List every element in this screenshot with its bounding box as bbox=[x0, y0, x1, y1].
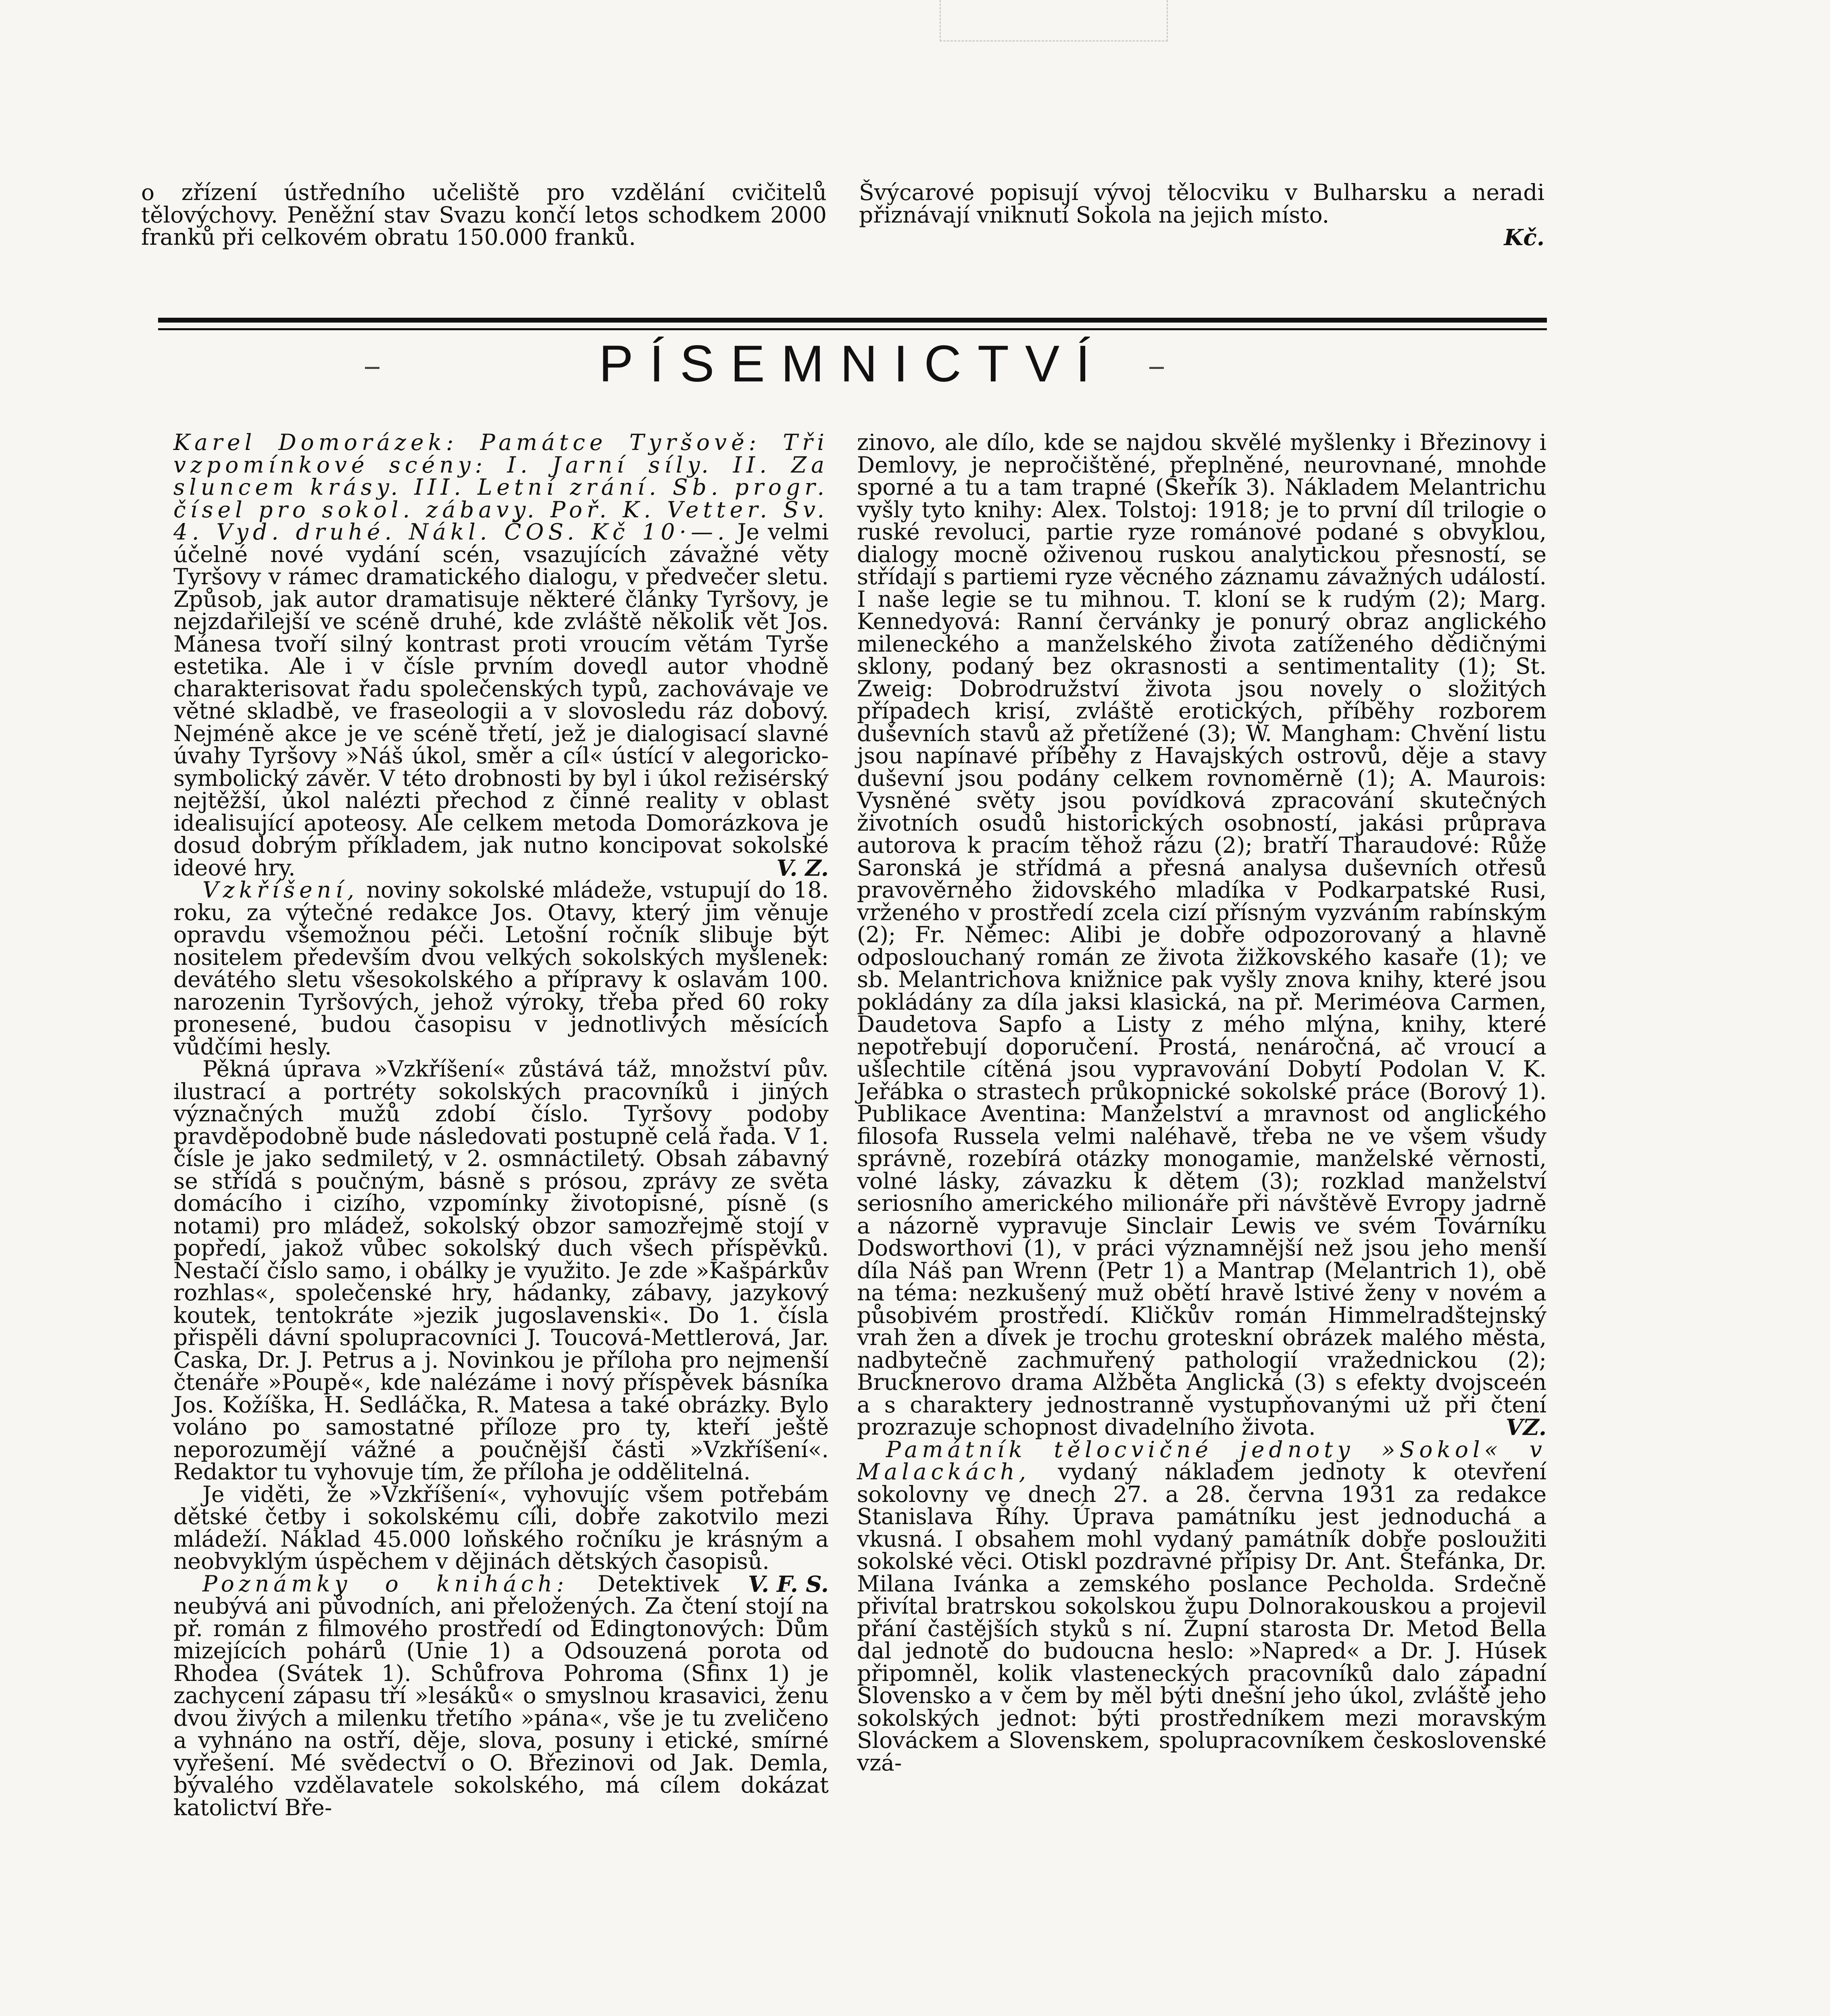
review-domorazek bbox=[173, 431, 829, 879]
review-vzkriseni bbox=[173, 879, 829, 1058]
review-pamatnik-heading: Památník tělocvičné jednoty »Sokol« v Malackách, bbox=[857, 1436, 1547, 1485]
review-domorazek-body: Je velmi účelné nové vydání scén, vsazujících závažné věty Tyršovy v rámec dramatického dialogu, v předvečer sletu. Způsob, jak autor dramatisuje některé články Tyršovy, je nejzdařilejší ve scéně druhé, kde zvláště několik vět Jos. Mánesa tvoří silný kontrast proti vroucím větám Tyrše estetika. Ale i v čísle prvním dovedl autor vhodně charakterisovat řadu společenských typů, zachovávaje ve větné skladbě, ve fraseologii a v slovosledu ráz dobový. Nejméně akce je ve scéně třetí, jež je dialogisací slavné úvahy Tyršovy »Náš úkol, směr a cíl« ústící v alegoricko-symbolický závěr. V této drobnosti by byl i úkol režisérský nejtěžší, úkol nalézti přechod z činné reality v oblast idealisující apoteosy. Ale celkem metoda Domorázkova je dosud dobrým příkladem, jak nutno koncipovat sokolské ideové hry. bbox=[173, 519, 829, 881]
review-vzkriseni-heading: Vzkříšení, bbox=[202, 877, 359, 903]
right-column bbox=[857, 431, 1547, 1774]
review-domorazek-signature: V. Z. bbox=[776, 854, 829, 881]
top-right-paragraph bbox=[859, 179, 1544, 250]
review-vzkriseni-p1: noviny sokolské mládeže, vstupují do 18. roku, za výtečné redakce Jos. Otavy, který jim věnuje opravdu všemožnou péči. Letošní ročník slibuje být nositelem především dvou velkých sokolských myšlenek: devátého sletu všesokolského a přípravy k oslavám 100. narozenin Tyršových, jehož výroky, třeba před 60 roky pronesené, budou časopisu v jednotlivých měsících vůdčími hesly. bbox=[173, 877, 829, 1060]
review-poznamky-continued bbox=[857, 431, 1547, 1439]
review-poznamky bbox=[173, 1570, 829, 1820]
left-column bbox=[173, 431, 829, 1819]
review-poznamky-heading: Poznámky o knihách: bbox=[202, 1570, 569, 1597]
top-left-paragraph: o zřízení ústředního učeliště pro vzdělání cvičitelů tělovýchovy. Peněžní stav Svazu končí letos schodkem 2000 franků při celkovém obratu 150.000 franků. bbox=[141, 179, 827, 250]
section-title: PÍSEMNICTVÍ bbox=[599, 335, 1106, 393]
top-left-column bbox=[141, 181, 827, 249]
top-right-signature: Kč. bbox=[1504, 224, 1544, 250]
review-pamatnik bbox=[857, 1436, 1547, 1776]
review-vzkriseni-signature: V. F. S. bbox=[748, 1570, 829, 1597]
top-right-column bbox=[859, 181, 1544, 249]
section-rule-thin bbox=[158, 328, 1547, 330]
review-poznamky-signature: VZ. bbox=[1505, 1414, 1547, 1440]
review-poznamky-body-left: Detektivek neubývá ani původních, ani přeložených. Za čtení stojí na př. román z filmového prostředí od Edingtonových: Dům mizejících pohárů (Unie 1) a Odsouzená porota od Rhodea (Svátek 1). Schůfrova Pohroma (Sfinx 1) je zachycení zápasu tří »lesáků« o smyslnou krasavici, ženu dvou živých a milenku třetího »pána«, vše je tu zveličeno a vyhnáno na ostří, děje, slova, posuny i etické, smírné vyřešení. Mé svědectví o O. Březinovi od Jak. Demla, bývalého vzdělavatele sokolského, má cílem dokázat katolictví Bře- bbox=[173, 1570, 829, 1820]
review-poznamky-body-right: zinovo, ale dílo, kde se najdou skvělé myšlenky i Březinovy i Demlovy, je nepročištěné, přeplněné, neurovnané, mnohde sporné a tu a tam trapné (Skeřík 3). Nákladem Melantrichu vyšly tyto knihy: Alex. Tolstoj: 1918; je to první díl trilogie o ruské revoluci, partie ryze románové podané s obvyklou, dialogy mocně oživenou ruskou analytickou přesností, se střídají s partiemi ryze věcného záznamu závažných událostí. I naše legie se tu mihnou. T. kloní se k rudým (2); Marg. Kennedyová: Ranní červánky je ponurý obraz anglického mileneckého a manželského života zatíženého dědičnými sklony, podaný bez okrasnosti a sentimentality (1); St. Zweig: Dobrodružství života jsou novely o složitých případech krisí, zvláště erotických, příběhy rozborem duševních stavů až přetížené (3); W. Mangham: Chvění listu jsou napínavé příběhy z Havajských ostrovů, děje a stavy duševní jsou podány celkem rovnoměrně (1); A. Maurois: Vysněné světy jsou povídková zpracování skutečných životních osudů historických osobností, jakási průprava autorova k pracím těhož rázu (2); bratří Tharaudové: Růže Saronská je střídmá a přesná analysa duševních otřesů pravověrného židovského mladíka v Podkarpatské Rusi, vrženého v prostředí zcela cizí přísným vyzváním rabínským (2); Fr. Němec: Alibi je dobře odpozorovaný a hlavně odposlouchaný román ze života žižkovského kasaře (1); ve sb. Melantrichova knižnice pak vyšly znova knihy, které jsou pokládány za díla jaksi klasická, na př. Meriméova Carmen, Daudetova Sapfo a Listy z mého mlýna, knihy, které nepotřebují doporučení. Prostá, nenáročná, ač vroucí a ušlechtile cítěná jsou vypravování Dobytí Podolan V. K. Jeřábka o strastech průkopnické sokolské práce (Borový 1). Publikace Aventina: Manželství a mravnost od anglického filosofa Russela velmi naléhavě, třeba ne ve všem všudy správně, rozebírá otázky monogamie, manželské věrnosti, volné lásky, závazku k dětem (3); rozklad manželství seriosního amerického milionáře při návštěvě Evropy jadrně a názorně vypravuje Sinclair Lewis ve svém Továrníku Dodsworthovi (1), v práci významnější než jsou jeho menší díla Náš pan Wrenn (Petr 1) a Mantrap (Melantrich 1), obě na téma: nezkušený muž obětí hravě lstivé ženy v novém a působivém prostředí. Kličkův román Himmelradštejnský vrah žen a dívek je trochu groteskní obrázek malého města, nadbytečně zachmuřený pathologií vražednickou (2); Brucknerovo drama Alžběta Anglická (3) s efekty dvojsceén a s charaktery jednostranně vystupňovanými už při čtení prozrazuje schopnost divadelního života. bbox=[857, 429, 1547, 1440]
section-rule-thick bbox=[158, 318, 1547, 323]
review-pamatnik-body: vydaný nákladem jednoty k otevření sokolovny ve dnech 27. a 28. června 1931 za redakce Stanislava Říhy. Úprava památníku jest jednoduchá a vkusná. I obsahem mohl vydaný památník dobře posloužiti sokolské věci. Otiskl pozdravné přípisy Dr. Ant. Štefánka, Dr. Milana Ivánka a zemského poslance Pecholda. Srdečně přivítal bratrskou sokolskou župu Dolnorakouskou a projevil přání častějších styků s ní. Župní starosta Dr. Metod Bella dal jednotě do budoucna heslo: »Napred« a Dr. J. Húsek připomněl, kolik vlasteneckých pracovníků dalo západní Slovensko a v čem by měl býti dnešní jeho úkol, zvláště jeho sokolských jednot: býti prostředníkem mezi moravským Slováckem a Slovenskem, spolupracovníkem československé vzá- bbox=[857, 1459, 1547, 1776]
top-right-text: Švýcarové popisují vývoj tělocviku v Bulharsku a neradi přiznávají vniknutí Sokola na jejich místo. bbox=[859, 179, 1544, 228]
review-vzkriseni-p3: Je viděti, že »Vzkříšení«, vyhovujíc všem potřebám dětské četby i sokolskému cíli, dobře zakotvilo mezi mládeží. Náklad 45.000 loňského ročníku je krásným a neobvyklým úspěchem v dějinách dětských časopisů. bbox=[173, 1481, 829, 1574]
scan-artifact bbox=[940, 0, 1168, 42]
review-vzkriseni-p2: Pěkná úprava »Vzkříšení« zůstává táž, množství pův. ilustrací a portréty sokolských pracovníků i jiných význačných mužů zdobí číslo. Tyršovy podoby pravděpodobně bude následovati postupně celá řada. V 1. čísle je jako sedmiletý, v 2. osmnáctiletý. Obsah zábavný se střídá s poučným, básně s prósou, zprávy ze světa domácího i cizího, vzpomínky životopisné, písně (s notami) pro mládež, sokolský obzor samozřejmě stojí v popředí, jakož vůbec sokolský duch všech příspěvků. Nestačí číslo samo, i obálky je využito. Je zde »Kašpárkův rozhlas«, společenské hry, hádanky, zábavy, jazykový koutek, tentokráte »jezik jugoslavenski«. Do 1. čísla přispěli dávní spolupracovníci J. Toucová-Mettlerová, Jar. Caska, Dr. J. Petrus a j. Novinkou je příloha pro nejmenší čtenáře »Poupě«, kde nalézáme i nový příspěvek básníka Jos. Kožíška, H. Sedláčka, R. Matesa a také obrázky. Bylo voláno po samostatné příloze pro ty, kteří ještě neporozumějí vážné a poučnější části »Vzkříšení«. Redaktor tu vyhovuje tím, že příloha je oddělitelná. bbox=[173, 1056, 829, 1485]
review-domorazek-heading: Karel Domorázek: Památce Tyršově: Tři vzpomínkové scény: I. Jarní síly. II. Za sluncem krásy. III. Letní zrání. Sb. progr. čísel pro sokol. zábavy. Poř. K. Vetter. Sv. 4. Vyd. druhé. Nákl. ČOS. Kč 10·—. bbox=[173, 429, 829, 545]
